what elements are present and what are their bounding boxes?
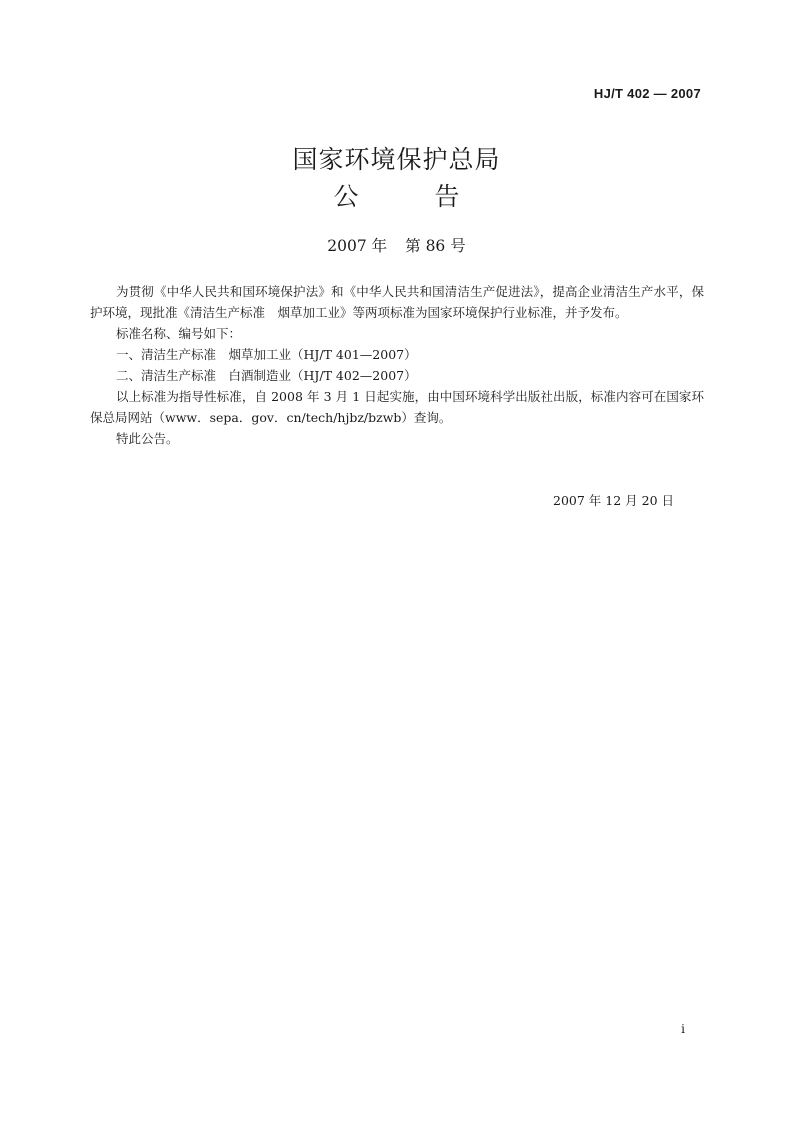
standard-item-1: 一、清洁生产标准 烟草加工业（HJ/T 401—2007） bbox=[116, 347, 417, 362]
body-paragraph-5: 以上标准为指导性标准，自 2008 年 3 月 1 日起实施，由中国环境科学出版社出版，标准内容可在国家环保总局网站（www．sepa．gov．cn/tech/hjbz/bzwb）查询。 bbox=[90, 389, 704, 425]
heading-char-1: 公 bbox=[333, 182, 359, 211]
announcement-number bbox=[0, 234, 793, 256]
issue-date: 2007 年 12 月 20 日 bbox=[553, 493, 674, 508]
heading-char-2: 告 bbox=[434, 182, 460, 211]
page-number: i bbox=[681, 1022, 685, 1036]
closing-line: 特此公告。 bbox=[116, 431, 179, 446]
announcement-body bbox=[90, 281, 704, 449]
announcement-heading bbox=[0, 177, 793, 213]
issuing-authority-title: 国家环境保护总局 bbox=[292, 145, 501, 174]
standard-code: HJ/T 402 — 2007 bbox=[593, 86, 701, 101]
body-paragraph-2: 标准名称、编号如下： bbox=[116, 326, 242, 341]
announcement-year: 2007 年 bbox=[327, 237, 388, 255]
standard-item-2: 二、清洁生产标准 白酒制造业（HJ/T 402—2007） bbox=[116, 368, 417, 383]
body-paragraph-1: 为贯彻《中华人民共和国环境保护法》和《中华人民共和国清洁生产促进法》，提高企业清洁生产水平，保护环境，现批准《清洁生产标准 烟草加工业》等两项标准为国家环境保护行业标准，并予发布。 bbox=[90, 284, 704, 320]
announcement-issue: 第 86 号 bbox=[405, 237, 466, 255]
